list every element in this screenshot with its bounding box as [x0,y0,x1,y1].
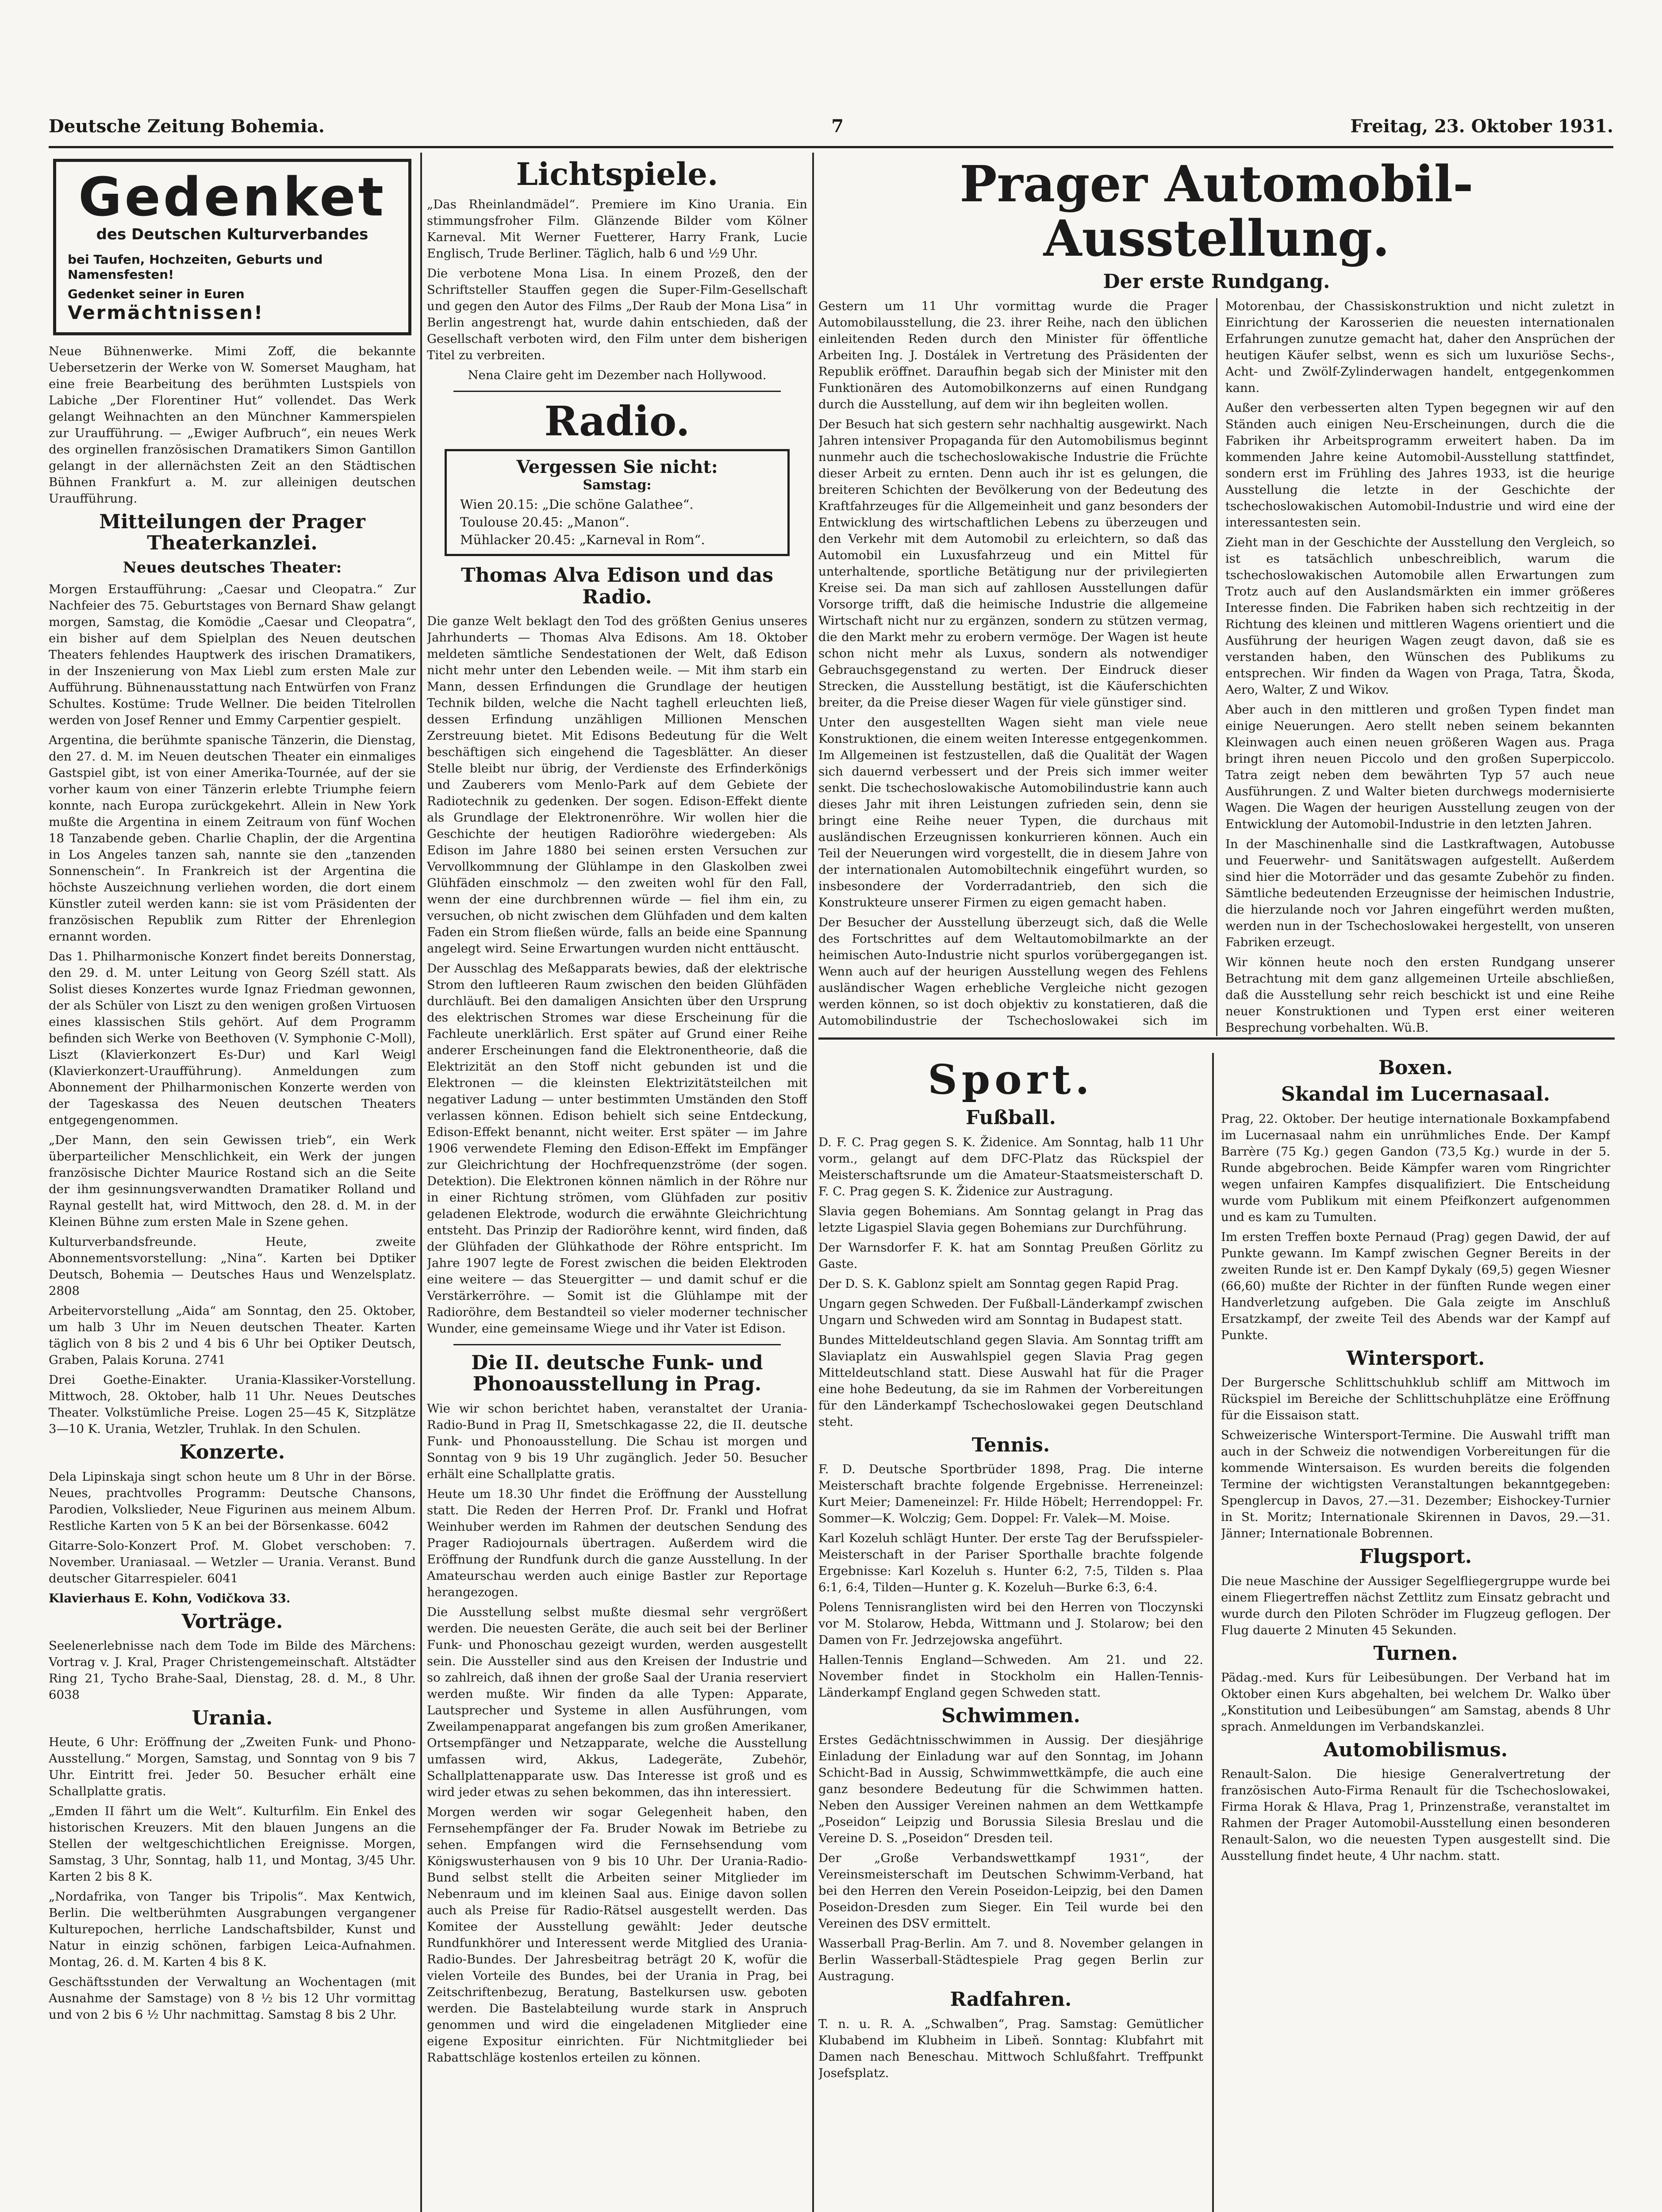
masthead-name: Deutsche Zeitung Bohemia. [49,115,325,137]
notice-text: Klavierhaus E. Kohn, Vodičkova 33. [49,1591,291,1605]
article-heading: Thomas Alva Edison und das Radio. [461,564,774,608]
article-text: Heute um 18.30 Uhr findet die Eröffnung der Ausstellung statt. Die Reden der Herren Prof. Dr. Frankl und Hofrat Weinhuber werden im Rahmen der deutschen Sendung des Prager Radiojournals übertragen. Außerdem wird die Eröffnung der Rundfunk durch die ganze Ausstellung. In der Amateurschau werden auch einige Bastler zur Reportage herangezogen. [427,1486,807,1599]
sport-item: Schweizerische Wintersport-Termine. Die Auswahl trifft man auch in der Schweiz die notwendigen Vorbereitungen für die kommende Wintersaison. Es wurden bereits die folgenden Termine der wichtigsten Veranstaltungen bekanntgegeben: Spenglercup in Davos, 27.—31. Dezember; Eishockey-Turnier in St. Moritz; Internationale Skirennen in Davos, 29.—31. Jänner; Internationale Bobrennen. [1221,1428,1610,1541]
sport-item: F. D. Deutsche Sportbrüder 1898, Prag. Die interne Meisterschaft brachte folgende Ergebnisse. Herreneinzel: Kurt Meier; Dameneinzel: Fr. Hilde Höbelt; Herrendoppel: Fr. Sommer—K. Wolczig; Gem. Doppel: Fr. Valek—M. Moise. [818,1462,1203,1525]
page-header [49,111,1613,142]
sport-item: Pädag.-med. Kurs für Leibesübungen. Der Verband hat im Oktober einen Kurs abgehalten, bei welchem Dr. Walko über „Konstitution und Leibesübungen“ am Samstag, abends 8 Uhr sprach. Anmeldungen im Verbandskanzlei. [1221,1670,1610,1734]
ad-call: Vermächtnissen! [68,302,264,323]
radio-box-day: Samstag: [583,477,652,493]
section-heading: Konzerte. [179,1441,285,1464]
article-text: Gestern um 11 Uhr vormittag wurde die Prager Automobilausstellung, die 23. ihrer Reihe, nach den üblichen einleitenden Reden durch den Minister für öffentliche Arbeiten Ing. J. Dostálek in Vertretung des Präsidenten der Republik eröffnet. Daraufhin begab sich der Minister mit den Funktionären des Automobilkonzerns auf einen Rundgang durch die Ausstellung, auf dem wir ihn begleiten wollen. [818,299,1208,411]
column-culture [49,153,416,2212]
article-text: Der Besuch hat sich gestern sehr nachhaltig ausgewirkt. Nach Jahren intensiver Propaganda für den Automobilismus beginnt nunmehr auch die tschechoslowakische Industrie die Früchte dieser Arbeit zu ernten. Denn auch ihr ist es gelungen, die breiteren Schichten der Bevölkerung von der Bedeutung des Kraftfahrzeuges für die Allgemeinheit und ganz besonders der Entwicklung des wirtschaftlichen Lebens zu überzeugen und den Verkehr mit dem Automobil zu erleichtern, so daß das Automobil ein Luxusfahrzeug und ein Mittel für unterhaltende, sportliche Betätigung nur der privilegierten Kreise sei. Da man sich auf zahllosen Ausstellungen dafür Vorsorge trifft, daß die heimische Industrie die allgemeine Wirtschaft nicht nur zu ergänzen, sondern zu stützen vermag, die den Markt mehr zu erobern vermöge. Der Wagen ist heute schon nicht mehr als Luxus, sondern als notwendiger Gebrauchsgegenstand zu werten. Der Eindruck dieser Strecken, die Ausstellung bestätigt, ist die Käuferschichten breiter, da die Preise dieser Wagen für viele günstiger sind. [818,417,1208,710]
sport-item: Ungarn gegen Schweden. Der Fußball-Länderkampf zwischen Ungarn und Schweden wird am Sonntag in Budapest statt. [818,1296,1203,1327]
article-text: „Das Rheinlandmädel“. Premiere im Kino Urania. Ein stimmungsfroher Film. Glänzende Bilder vom Kölner Karneval. Mit Werner Fuetterer, Harry Frank, Lucie Englisch, Trude Berliner. Täglich, halb 6 und ½9 Uhr. [427,197,807,261]
subheading: Automobilismus. [1323,1738,1508,1761]
article-text: Die Ausstellung selbst mußte diesmal sehr vergrößert werden. Die neuesten Geräte, die auch seit bei der Berliner Funk- und Phonoschau gezeigt wurden, werden ausgestellt sein. Die Aussteller sind aus den Kreisen der Industrie und so zahlreich, daß ihnen der große Saal der Urania reserviert werden mußte. Wir finden da alle Typen: Apparate, Lautsprecher und Systeme in allen Ausführungen, vom Zweilampenapparat angefangen bis zum großen Amerikaner, Ortsempfänger und Netzapparate, welche die Ausstellung umfassen wird, Akkus, Ladegeräte, Zubehör, Schallplattenapparate usw. Das Interesse ist groß und es wird jeder etwas zu sehen bekommen, das ihn interessiert. [427,1605,807,1799]
article-heading: Skandal im Lucernasaal. [1281,1083,1550,1106]
section-heading: Vorträge. [181,1610,283,1633]
sport-item: Karl Kozeluh schlägt Hunter. Der erste Tag der Berufsspieler-Meisterschaft in der Pariser Sporthalle brachte folgende Ergebnisse: Karl Kozeluh s. Hunter 6:2, 7:5, Tilden s. Plaa 6:1, 6:4, Tilden—Hunter g. K. Kozeluh—Burke 6:3, 6:4. [818,1531,1203,1594]
article-text: Morgen Erstaufführung: „Caesar und Cleopatra.“ Zur Nachfeier des 75. Geburtstages von Bernard Shaw gelangt morgen, Samstag, die Komödie „Caesar und Cleopatra“, ein bisher auf dem Spielplan des Neuen deutschen Theaters fehlendes Hauptwerk des irischen Dramatikers, in der Inszenierung von Max Liebl zum ersten Male zur Aufführung. Bühnenausstattung nach Entwürfen von Franz Schultes. Kostüme: Trude Wellner. Die beiden Titelrollen werden von Josef Renner und Emmy Carpentier gespielt. [49,582,416,728]
subheading: Schwimmen. [941,1704,1080,1727]
subheading: Wintersport. [1346,1347,1485,1370]
article-text: Die verbotene Mona Lisa. In einem Prozeß, den der Schriftsteller Stauffen gegen die Super-Film-Gesellschaft und gegen den Autor des Films „Der Raub der Mona Lisa“ in Berlin angestrengt hat, wurde dahin entschieden, daß der Gesellschaft verboten wird, den Film unter dem bisherigen Titel zu verbreiten. [427,266,807,362]
article-text: Zieht man in der Geschichte der Ausstellung den Vergleich, so ist es tatsächlich unbeschreiblich, warum die tschechoslowakischen Automobile allen Erwartungen zum Trotz auch auf den Auslandsmärkten ein immer größeres Interesse finden. Die Fabriken haben sich rechtzeitig in der Richtung des kleinen und mittleren Wagens orientiert und die Ausführung der heurigen Wagen zeugt davon, daß sie es verstanden haben, den Wünschen des Publikums zu entsprechen. Wir finden da Wagen von Praga, Tatra, Škoda, Aero, Walter, Z und Wikov. [1225,535,1615,697]
notice-text: Kulturverbandsfreunde. Heute, zweite Abonnementsvorstellung: „Nina“. Karten bei Dptiker Deutsch, Bohemia — Deutsches Haus und Wenzelsplatz. 2808 [49,1235,416,1298]
sport-item: D. F. C. Prag gegen S. K. Židenice. Am Sonntag, halb 11 Uhr vorm., gelangt auf dem DFC-Platz das Rückspiel der Meisterschaftsrunde um die Amateur-Staatsmeisterschaft D. F. C. Prag gegen S. K. Židenice zur Austragung. [818,1135,1203,1198]
article-body [818,298,1615,1036]
notice-text: Heute, 6 Uhr: Eröffnung der „Zweiten Funk- und Phono-Ausstellung.“ Morgen, Samstag, und Sonntag von 9 bis 7 Uhr. Eintritt frei. Jeder 50. Besucher erhält eine Schallplatte gratis. [49,1735,416,1799]
article-text: Der Besucher der Ausstellung überzeugt sich, daß die Welle des Fortschrittes auf dem Weltautomobilmarkte an der heimischen Auto-Industrie nicht spurlos vorübergegangen ist. Wenn auch auf der heurigen Ausstellung wegen des Fehlens ausländischer Wagen erhebliche Vergleiche nicht gezogen werden können, so ist doch objektiv zu konstatieren, daß die Automobilindustrie der Tschechoslowakei sich im Motorenbau, der Chassiskonstruktion und nicht zuletzt in Einrichtung der Karosserien die neuesten internationalen Erfahrungen zunutze gemacht hat, daher den Ansprüchen der heutigen Käufer selbst, wenn es sich um luxuriöse Sechs-, Acht- und Zwölf-Zylinderwagen handelt, entgegenkommen kann. [818,299,1615,1028]
section-heading: Mitteilungen der Prager Theaterkanzlei. [99,511,365,555]
subheading: Neues deutsches Theater: [123,558,342,576]
section-heading: Lichtspiele. [516,156,718,192]
divider [453,391,781,392]
sport-item: Im ersten Treffen boxte Pernaud (Prag) gegen Dawid, der auf Punkte gewann. Im Kampf zwischen Gegner Bereits in der zweiten Runde ist er. Den Kampf Dykaly (69,5) gegen Wiesner (66,60) mußte der Richter in der fünften Runde wegen einer Handverletzung aufgeben. Die Gala zeigte im Anschluß Ersatzkampf, der zweite Teil des Abends war der Kampf auf Punkte. [1221,1229,1610,1342]
column-rule [1212,1053,1214,2212]
section-heading: Sport. [928,1056,1094,1103]
sport-item: Die neue Maschine der Aussiger Segelfliegergruppe wurde bei einem Fliegertreffen nächst Zettlitz zum Einsatz gebracht und wurde durch den Piloten Schröder im Flugzeug geflogen. Der Flug dauerte 2 Minuten 45 Sekunden. [1221,1574,1610,1637]
subheading: Tennis. [971,1433,1050,1456]
article-text: „Der Mann, den sein Gewissen trieb“, ein Werk überparteilicher Menschlichkeit, ein Werk der jungen französische Dichter Maurice Rostand sich an die Seite der ihm gesinnungsverwandten Dramatiker Rolland und Raynal gestellt hat, wird Mittwoch, den 28. d. M. in der Kleinen Bühne zum ersten Male in Szene gehen. [49,1133,416,1229]
article-text: Wie wir schon berichtet haben, veranstaltet der Urania-Radio-Bund in Prag II, Smetschkagasse 22, die II. deutsche Funk- und Phonoausstellung. Die Schau ist morgen und Sonntag von 9 bis 19 Uhr zugänglich. Jeder 50. Besucher erhält eine Schallplatte gratis. [427,1401,807,1481]
issue-date: Freitag, 23. Oktober 1931. [1350,115,1613,137]
divider [453,1344,781,1345]
subheading: Boxen. [1378,1056,1453,1079]
notice-text: „Emden II fährt um die Welt“. Kulturfilm. Ein Enkel des historischen Kreuzers. Mit den blauen Jungens an die Stellen der weltgeschichtlichen Ereignisse. Morgen, Samstag, 3 Uhr, Sonntag, halb 11, und Montag, 3/45 Uhr. Karten 2 bis 8 K. [49,1804,416,1884]
sport-item: Der „Große Verbandswettkampf 1931“, der Vereinsmeisterschaft im Deutschen Schwimm-Verband, hat bei den Herren den Verein Poseidon-Leipzig, bei den Damen Poseidon-Dresden zum Sieger. Ein Teil wurde bei den Vereinen des DSV ermittelt. [818,1851,1203,1931]
notice-text: Dela Lipinskaja singt schon heute um 8 Uhr in der Börse. Neues, prachtvolles Programm: Deutsche Chansons, Parodien, Volkslieder, Neue Figurinen aus meinem Album. Restliche Karten von 5 K an bei der Börsenkasse. 6042 [49,1469,416,1533]
column-rule [420,153,422,2212]
kulturverband-ad [53,159,411,335]
sport-item: Der Burgersche Schlittschuhklub schliff am Mittwoch im Rückspiel im Bereiche der Schlittschuhplätze eine Eröffnung für die Eissaison statt. [1221,1375,1610,1423]
article-text: Die ganze Welt beklagt den Tod des größten Genius unseres Jahrhunderts — Thomas Alva Edisons. Am 18. Oktober meldeten sämtliche Sendestationen der Welt, daß Edison nicht mehr unter den Lebenden weile. — Mit ihm starb ein Mann, dessen Erfindungen die Grundlage der heutigen Technik bilden, welche die Nacht taghell erleuchten ließ, dessen Erfindung unzähligen Millionen Menschen Zerstreuung bietet. Mit Edisons Bedeutung für die Welt beschäftigen sich eingehend die Tagesblätter. An dieser Stelle bleibt nur übrig, der Verdienste des Erfinderkönigs und Zauberers vom Menlo-Park auf dem Gebiete der Radiotechnik zu gedenken. Der sogen. Edison-Effekt diente als Grundlage der Elektronenröhre. Wir wollen hier die Geschichte der heutigen Radioröhre wiedergeben: Als Edison im Jahre 1880 bei seinen ersten Versuchen zur Vervollkommnung der Glühlampe in den Glaskolben zwei Glühfäden einschmolz — den zweiten wohl für den Fall, wenn der eine durchbrennen würde — fiel ihm ein, zu versuchen, ob nicht zwischen dem Glühfaden und dem kalten Faden ein Strom fließen würde, falls an beide eine Spannung angelegt wird. Seine Erwartungen wurden nicht enttäuscht. [427,614,807,956]
radio-program-box [445,449,790,556]
notice-text: Geschäftsstunden der Verwaltung an Wochentagen (mit Ausnahme der Samstage) von 8 ½ bis 12 Uhr vormittag und von 2 bis 6 ½ Uhr nachmittag. Samstag 8 bis 2 Uhr. [49,1975,416,2022]
ad-call-line: Gedenket seiner in Euren [68,287,245,301]
subheading: Fußball. [966,1106,1056,1129]
article-heading: Die II. deutsche Funk- und Phonoausstellung in Prag. [471,1351,763,1396]
sport-item: Wasserball Prag-Berlin. Am 7. und 8. November gelangen in Berlin Wasserball-Städtespiele Prag gegen Berlin zur Austragung. [818,1936,1203,1984]
radio-program-line: Mühlacker 20.45: „Karneval in Rom“. [460,532,705,548]
radio-box-title: Vergessen Sie nicht: [516,457,718,478]
page-number: 7 [831,115,844,137]
article-text: Neue Bühnenwerke. Mimi Zoff, die bekannte Uebersetzerin der Werke von W. Somerset Maugham, hat eine freie Bearbeitung des berühmten Lustspiels von Labiche „Der Florentiner Hut“ vollendet. Das Werk gelangt Weihnachten an den Münchner Kammerspielen zur Uraufführung. — „Ewiger Aufbruch“, ein neues Werk des orginellen französischen Dramatikers Simon Gantillon gelangt in der allernächsten Zeit an den Städtischen Bühnen Frankfurt a. M. zur alleinigen deutschen Uraufführung. [49,344,416,506]
subheading: Flugsport. [1359,1545,1472,1568]
subheading: Radfahren. [950,1988,1072,2011]
sport-item: Erstes Gedächtnisschwimmen in Aussig. Der diesjährige Einladung der Einladung war auf den Sonntag, im Johann Schicht-Bad in Aussig, Schwimmwettkämpfe, die auch eine ganz besondere Bedeutung für die Schwimmen hatten. Neben den Aussiger Vereinen nahmen an dem Wettkampfe „Poseidon“ Leipzig und Borussia Silesia Breslau und die Vereine D. S. „Poseidon“ Dresden teil. [818,1733,1203,1846]
sport-item: Prag, 22. Oktober. Der heutige internationale Boxkampfabend im Lucernasaal nahm ein unrühmliches Ende. Der Kampf Barrère (75 Kg.) gegen Gandon (73,5 Kg.) wurde in der 5. Runde abgebrochen. Beide Kämpfer waren vom Ringrichter wegen unfairen Kampfes disqualifiziert. Die Entscheidung wurde vom Publikum mit einem Pfeifkonzert aufgenommen und es kam zu Tumulten. [1221,1111,1610,1224]
article-headline: Prager Automobil-Ausstellung. [960,155,1474,268]
column-film-radio [427,153,807,2212]
notice-text: Drei Goethe-Einakter. Urania-Klassiker-Vorstellung. Mittwoch, 28. Oktober, halb 11 Uhr. Neues Deutsches Theater. Volkstümliche Preise. Logen 25—45 K, Sitzplätze 3—10 K. Urania, Wetzler, Truhlak. In den Schulen. [49,1373,416,1436]
column-rule [812,153,814,2212]
article-text: Morgen werden wir sogar Gelegenheit haben, den Fernsehempfänger der Fa. Bruder Nowak im Betriebe zu sehen. Empfangen wird die Fernsehsendung vom Königswusterhausen von 9 bis 10 Uhr. Der Urania-Radio-Bund selbst stellt die Arbeiten seiner Mitglieder im Nebenraum und im kleinen Saal aus. Einige davon sollen auch als Preise für Radio-Rätsel ausgestellt werden. Das Komitee der Ausstellung gewählt: Jeder deutsche Rundfunkhörer und Interessent werde Mitglied des Urania-Radio-Bundes. Der Jahresbeitrag beträgt 20 K, wofür die vielen Vorteile des Bundes, bei der Urania in Prag, bei Zeitschriftenbezug, Beratung, Bastelkursen usw. geboten werden. Die Bastelabteilung wurde stark in Anspruch genommen und wird die eingeladenen Mitglieder eine eigene Expositur einrichten. Für Nichtmitglieder bei Rabattschläge kostenlos erteilen zu können. [427,1805,807,2065]
sport-section-right [1221,1053,1610,2212]
automobile-exhibition-article [818,153,1615,1157]
section-heading: Urania. [192,1706,273,1729]
notice-text: Seelenerlebnisse nach dem Tode im Bilde des Märchens: Vortrag v. J. Kral, Prager Christengemeinschaft. Altstädter Ring 21, Tycho Brahe-Saal, Dienstag, 28. d. M., 8 Uhr. 6038 [49,1638,416,1702]
ad-title: Gedenket [78,167,386,228]
ad-subtitle: des Deutschen Kulturverbandes [96,226,368,243]
sport-section [818,1053,1203,2212]
sport-item: Hallen-Tennis England—Schweden. Am 21. und 22. November findet in Stockholm ein Hallen-Tennis-Länderkampf England gegen Schweden statt. [818,1652,1203,1700]
article-text: Unter den ausgestellten Wagen sieht man viele neue Konstruktionen, die einem weiten Interesse entgegenkommen. Im Allgemeinen ist festzustellen, daß die Qualität der Wagen sich dauernd verbessert und der Preis sich immer weiter senkt. Die tschechoslowakische Automobilindustrie kann auch dieses Jahr mit ihren Leistungen zufrieden sein, denn sie bringt eine Reihe neuer Typen, die durchaus mit ausländischen Erzeugnissen konkurrieren können. Auch ein Teil der Neuerungen wird vorgestellt, die in diesem Jahre von der internationalen Automobiltechnik eingeführt wurden, so insbesondere der Vorderradantrieb, den sich die Konstrukteure unserer Firmen zu eigen gemacht haben. [818,715,1208,910]
sport-item: Renault-Salon. Die hiesige Generalvertretung der französischen Auto-Firma Renault für die Tschechoslowakei, Firma Horak & Hlava, Prag 1, Prinzenstraße, veranstaltet im Rahmen der Prager Automobil-Ausstellung einen besonderen Renault-Salon, wo die neuesten Typen ausgestellt sind. Die Ausstellung findet heute, 4 Uhr nachm. statt. [1221,1767,1610,1863]
article-text: Aber auch in den mittleren und großen Typen findet man einige Neuerungen. Aero stellt neben seinem bekannten Kleinwagen auch einen neuen größeren Wagen aus. Praga bringt ihren neuen Piccolo und den großen Superpiccolo. Tatra zeigt neben dem bewährten Typ 57 auch neue Ausführungen. Z und Walter bieten durchwegs modernisierte Wagen. Die Wagen der heurigen Ausstellung zeugen von der Entwicklung der Automobil-Industrie in den letzten Jahren. [1225,702,1615,831]
sport-item: Der Warnsdorfer F. K. hat am Sonntag Preußen Görlitz zu Gaste. [818,1240,1203,1271]
sport-item: T. n. u. R. A. „Schwalben“, Prag. Samstag: Gemütlicher Klubabend im Klubheim in Libeň. Sonntag: Klubfahrt mit Damen nach Beneschau. Mittwoch Schlußfahrt. Treffpunkt Josefsplatz. [818,2016,1203,2080]
article-subheadline: Der erste Rundgang. [1103,270,1330,293]
article-text: Argentina, die berühmte spanische Tänzerin, die Dienstag, den 27. d. M. im Neuen deutschen Theater ein einmaliges Gastspiel gibt, ist von einer Amerika-Tournée, auf der sie vorher kaum von einer Tänzerin erlebte Triumphe feiern konnte, nach Europa zurückgekehrt. Allein in New York mußte die Argentina in einem Zeitraum von fünf Wochen 18 Tanzabende geben. Charlie Chaplin, der die Argentina in Los Angeles tanzen sah, nannte sie den „tanzenden Sonnenschein“. In Frankreich ist der Argentina die höchste Auszeichnung verliehen worden, die dort einem Künstler zuteil werden kann: sie ist vom Präsidenten der französischen Republik zum Ritter der Ehrenlegion ernannt worden. [49,733,416,944]
sport-item: Der D. S. K. Gablonz spielt am Sonntag gegen Rapid Prag. [818,1276,1179,1291]
radio-program-line: Wien 20.15: „Die schöne Galathee“. [460,497,694,512]
notice-text: Gitarre-Solo-Konzert Prof. M. Globet verschoben: 7. November. Uraniasaal. — Wetzler — Urania. Veranst. Bund deutscher Gitarrespieler. 6041 [49,1538,416,1586]
header-rule [49,146,1613,148]
article-text: Nena Claire geht im Dezember nach Hollywood. [468,368,767,382]
sport-item: Polens Tennisranglisten wird bei den Herren von Tloczynski vor M. Stolarow, Hebda, Wittmann und J. Stolarow; bei den Damen von Fr. Jedrzejowska angeführt. [818,1600,1203,1647]
section-heading: Radio. [544,397,690,445]
article-text: Wir können heute noch den ersten Rundgang unserer Betrachtung mit dem ganz allgemeinen Urteile abschließen, daß die Ausstellung sehr reich beschickt ist und eine Reihe neuer Konstruktionen und Typen erst einer weiteren Besprechung vorbehalten. Wü.B. [1225,955,1615,1035]
notice-text: Arbeitervorstellung „Aida“ am Sonntag, den 25. Oktober, um halb 3 Uhr im Neuen deutschen Theater. Karten täglich von 8 bis 2 und 4 bis 6 Uhr bei Optiker Deutsch, Graben, Palais Koruna. 2741 [49,1304,416,1367]
radio-program-line: Toulouse 20.45: „Manon“. [460,515,629,530]
ad-occasions: bei Taufen, Hochzeiten, Geburts und Namensfesten! [68,252,323,282]
article-text: Das 1. Philharmonische Konzert findet bereits Donnerstag, den 29. d. M. unter Leitung von Georg Széll statt. Als Solist dieses Konzertes wurde Ignaz Friedman gewonnen, der als Schüler von Liszt zu den wenigen großen Virtuosen eines klassischen Stils gehört. Auf dem Programm befinden sich Werke von Beethoven (V. Symphonie C-Moll), Liszt (Klavierkonzert Es-Dur) und Karl Weigl (Klavierkonzert-Uraufführung). Anmeldungen zum Abonnement der Philharmonischen Konzerte werden von der Tageskassa des Neuen deutschen Theaters entgegengenommen. [49,949,416,1128]
article-text: In der Maschinenhalle sind die Lastkraftwagen, Autobusse und Feuerwehr- und Sanitätswagen aufgestellt. Außerdem sind hier die Motorräder und das gesamte Zubehör zu finden. Sämtliche bedeutenden Erzeugnisse der heimischen Industrie, die hierzulande noch vor Jahren eingeführt werden mußten, werden nun in der Tschechoslowakei hergestellt, von unseren Fabriken erzeugt. [1225,837,1615,949]
notice-text: „Nordafrika, von Tanger bis Tripolis“. Max Kentwich, Berlin. Die weltberühmten Ausgrabungen vergangener Kulturepochen, herrliche Landschaftsbilder, Kunst und Natur in einzig schönen, farbigen Leica-Aufnahmen. Montag, 26. d. M. Karten 4 bis 8 K. [49,1889,416,1970]
sport-item: Bundes Mitteldeutschland gegen Slavia. Am Sonntag trifft am Slaviaplatz ein Auswahlspiel gegen Slavia Prag gegen Mitteldeutschland statt. Diese Auswahl hat für die Prager eine hohe Bedeutung, da sie im Rahmen der Vorbereitungen für den Länderkampf Tschechoslowakei gegen Deutschland steht. [818,1333,1203,1429]
article-text: Der Ausschlag des Meßapparats bewies, daß der elektrische Strom den luftleeren Raum zwischen den beiden Glühfäden durchläuft. Bei den damaligen Ansichten über den Ursprung des elektrischen Stromes war diese Erscheinung für die Fachleute unerklärlich. Erst später auf Grund einer Reihe anderer Erscheinungen fand die Elektronentheorie, daß die Elektrizität an den Stoff nicht gebunden ist und die Elektronen — die kleinsten Elektrizitätsteilchen mit negativer Ladung — unter bestimmten Umständen den Stoff verlassen können. Edison behielt sich seine Entdeckung, Edison-Effekt benannt, nicht weiter. Erst später — im Jahre 1906 verwendete Fleming den Edison-Effekt im Empfänger zur Gleichrichtung der Hochfrequenzströme (der sogen. Detektion). Die Elektronen können nämlich in der Röhre nur in einer Richtung strömen, vom Glühfaden zur positiv geladenen Elektrode, wodurch die erwähnte Gleichrichtung entsteht. Das Prinzip der Radioröhre kennt, wird finden, daß der Glühfaden der Glühkathode der Röhre entspricht. Im Jahre 1907 legte de Forest zwischen die beiden Elektroden eine weitere — das Steuergitter — und damit schuf er die Verstärkerröhre. — Somit ist die Glühlampe mit der Radioröhre, dem Bestandteil so vieler moderner technischer Wunder, eine gemeinsame Wiege und ihr Vater ist Edison. [427,961,807,1336]
subheading: Turnen. [1373,1642,1458,1665]
article-text: Außer den verbesserten alten Typen begegnen wir auf den Ständen auch einigen Neu-Erscheinungen, durch die die Fabriken ihr Arbeitsprogramm erweitert haben. Da im kommenden Jahre keine Automobil-Ausstellung stattfindet, sondern erst im Frühling des Jahres 1933, ist die heurige Ausstellung die letzte in der Geschichte der tschechoslowakischen Automobil-Industrie und wird eine der interessantesten sein. [1225,400,1615,530]
sport-item: Slavia gegen Bohemians. Am Sonntag gelangt in Prag das letzte Ligaspiel Slavia gegen Bohemians zur Durchführung. [818,1204,1203,1235]
